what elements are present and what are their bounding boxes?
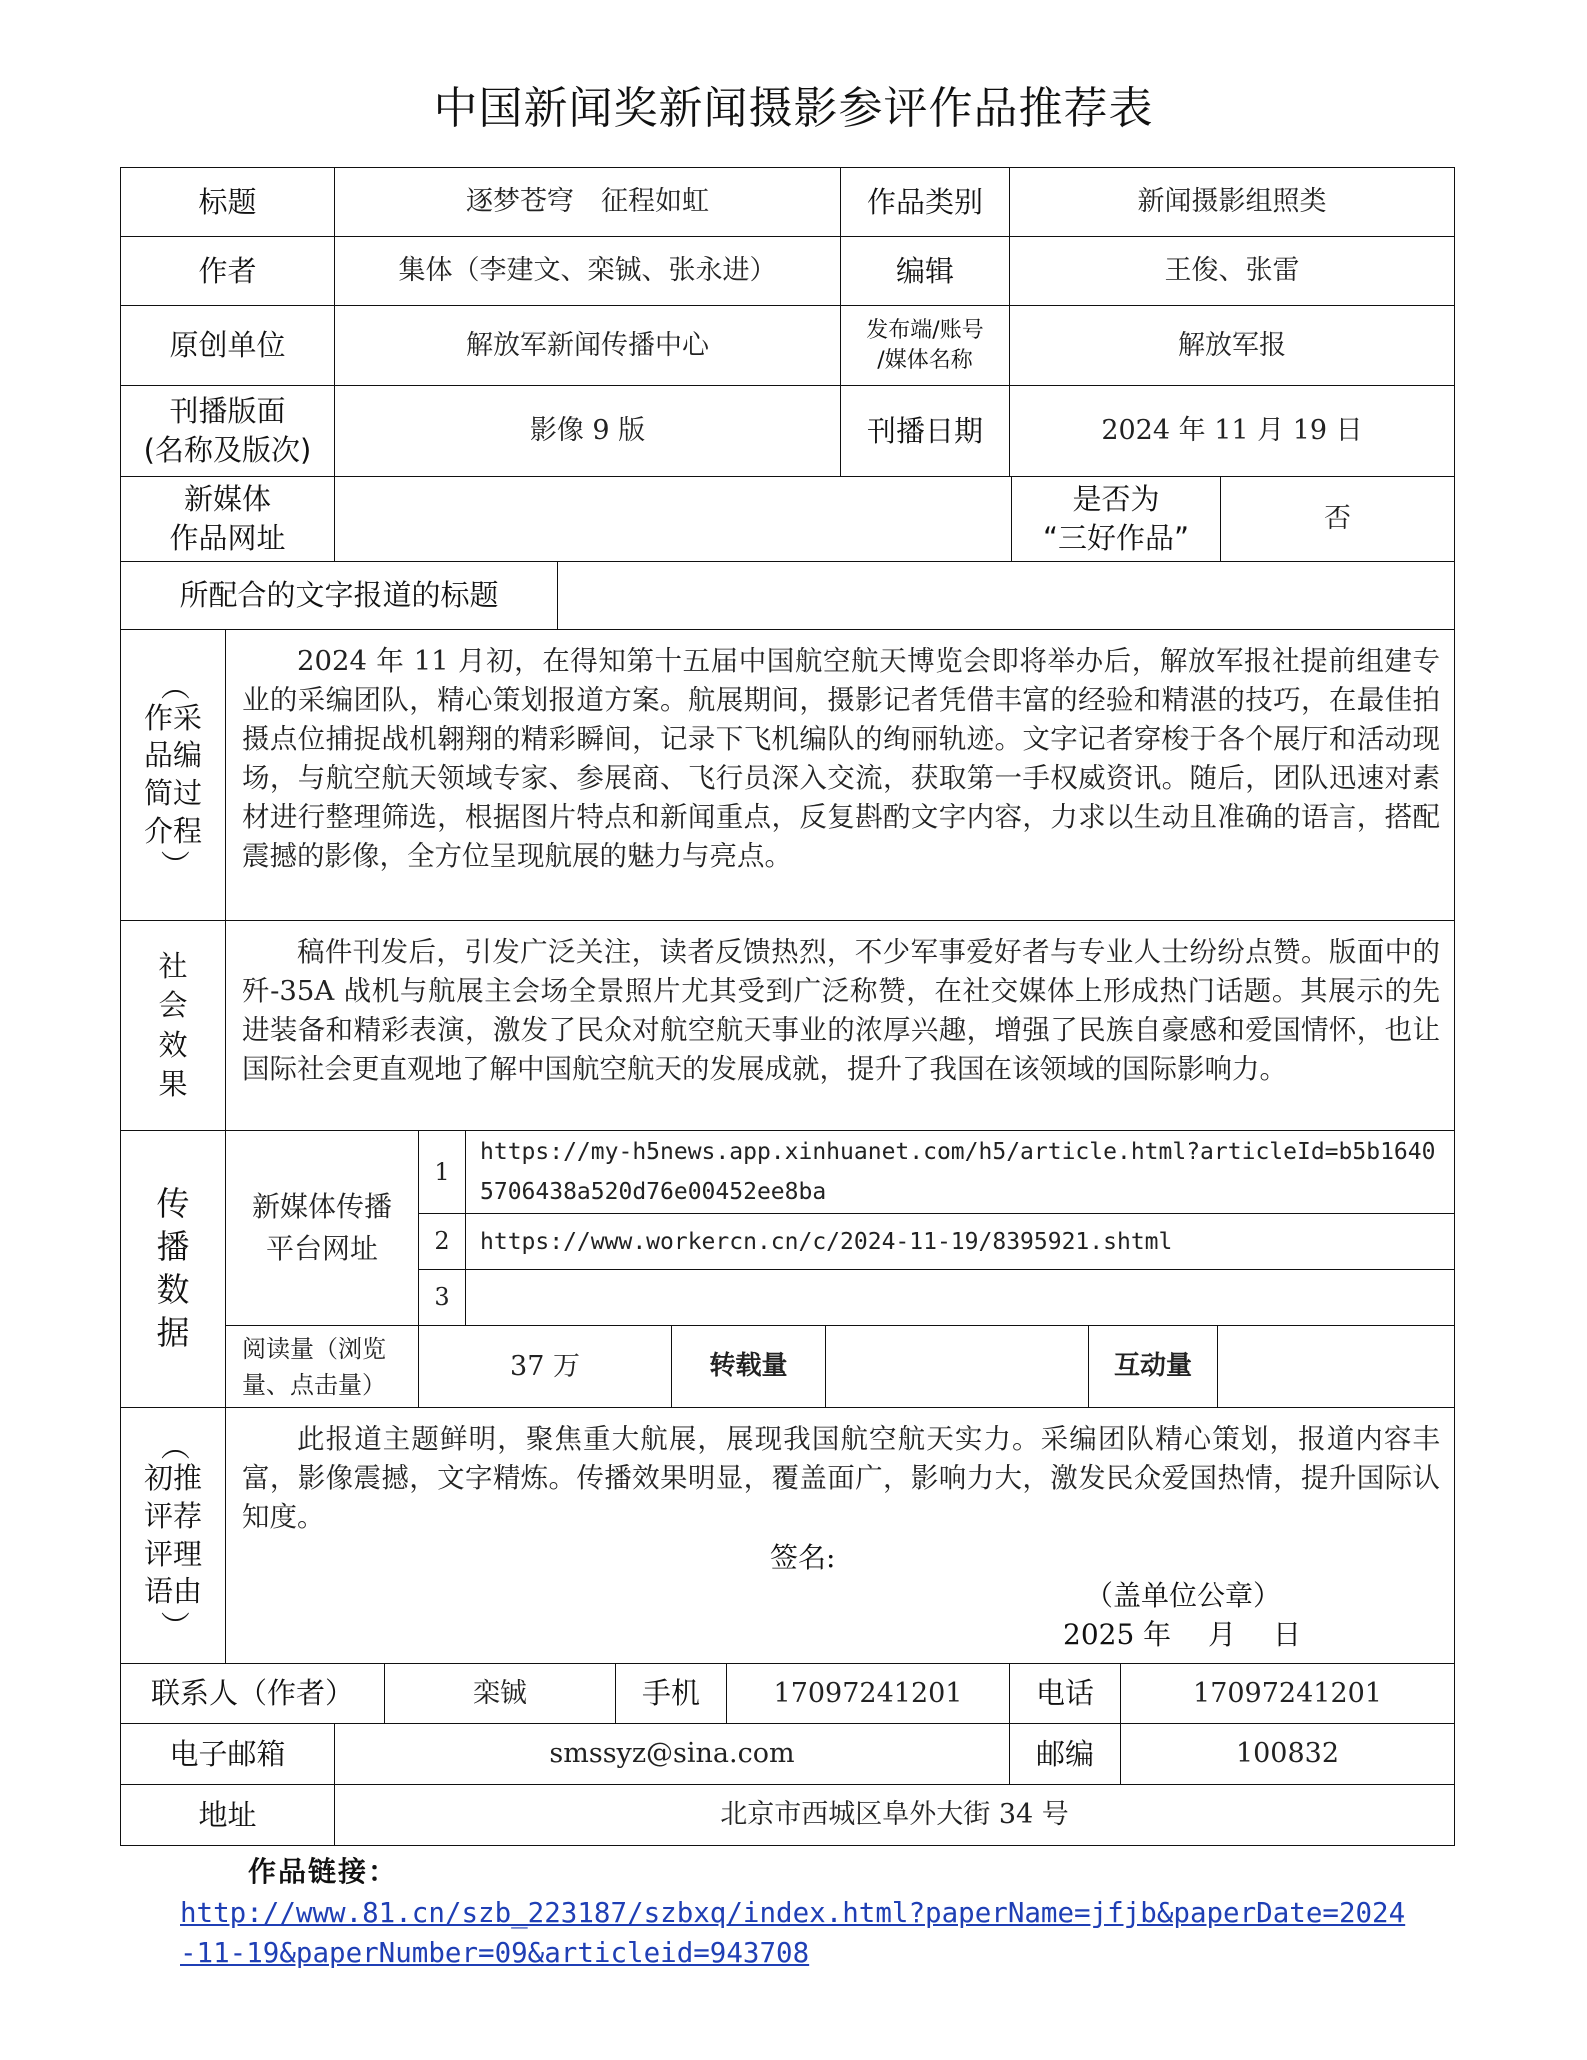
- effect-label-char: 果: [158, 1066, 188, 1101]
- page-label-line1: 刊播版面: [169, 393, 286, 428]
- phone-value: 17097241201: [1120, 1663, 1455, 1724]
- url-link-3[interactable]: [465, 1269, 1455, 1326]
- page-value: 影像 9 版: [334, 385, 841, 477]
- date-label: 刊播日期: [840, 385, 1010, 477]
- effect-label-char: 社: [158, 949, 188, 984]
- category-value: 新闻摄影组照类: [1009, 167, 1455, 237]
- text-title-value: [557, 561, 1455, 630]
- url-link-1[interactable]: https://my-h5news.app.xinhuanet.com/h5/article.html?articleId=b5b16405706438a520d76e00452ee8ba: [465, 1130, 1455, 1214]
- process-label-char: 作采: [143, 700, 202, 735]
- review-label-char: ）: [156, 1610, 191, 1640]
- url-index-2: 2: [418, 1213, 466, 1270]
- process-text-cell: [225, 629, 1455, 921]
- title-value: 逐梦苍穹 征程如虹: [334, 167, 841, 237]
- process-label-char: 品编: [143, 738, 202, 773]
- editor-label: 编辑: [840, 236, 1010, 306]
- spread-label: [120, 1130, 226, 1408]
- newmedia-label: [120, 476, 335, 562]
- mobile-value: 17097241201: [726, 1663, 1010, 1724]
- interact-label: 互动量: [1088, 1325, 1218, 1408]
- effect-text-cell: [225, 920, 1455, 1131]
- review-label-char: 初推: [143, 1461, 202, 1496]
- platform-label-line2: 平台网址: [265, 1232, 378, 1265]
- page-label: [120, 385, 335, 477]
- process-label-char: ）: [156, 850, 191, 880]
- reads-value: 37 万: [418, 1325, 672, 1408]
- process-label: [120, 629, 226, 921]
- spread-label-char: 据: [156, 1312, 190, 1352]
- zip-label: 邮编: [1009, 1723, 1121, 1785]
- author-value: 集体（李建文、栾铖、张永进）: [334, 236, 841, 306]
- spread-label-char: 数: [156, 1270, 190, 1309]
- review-date: 2025 年 月 日: [1063, 1618, 1301, 1651]
- unit-label: 原创单位: [120, 305, 335, 386]
- contact-label: 联系人（作者）: [120, 1663, 385, 1724]
- effect-label-char: 会: [158, 988, 188, 1023]
- text-title-label: 所配合的文字报道的标题: [120, 561, 558, 630]
- reads-label-line2: 量、点击量）: [242, 1370, 386, 1399]
- spread-label-char: 播: [156, 1227, 190, 1267]
- review-label-char: 语由: [143, 1574, 202, 1609]
- url-index-3: 3: [418, 1269, 466, 1326]
- mobile-label: 手机: [615, 1663, 727, 1724]
- interact-value: [1217, 1325, 1455, 1408]
- reads-label: [225, 1325, 419, 1408]
- platform-label: [225, 1130, 419, 1326]
- contact-value: 栾铖: [384, 1663, 616, 1724]
- sanhao-label-line1: 是否为: [1072, 481, 1160, 516]
- url-index-1: 1: [418, 1130, 466, 1214]
- url-link-2[interactable]: https://www.workercn.cn/c/2024-11-19/8395921.shtml: [465, 1213, 1455, 1270]
- category-label: 作品类别: [840, 167, 1010, 237]
- effect-text: 稿件刊发后，引发广泛关注，读者反馈热烈，不少军事爱好者与专业人士纷纷点赞。版面中的歼-35A 战机与航展主会场全景照片尤其受到广泛称赞，在社交媒体上形成热门话题。其展示的先进装备和精彩表演，激发了民众对航空航天事业的浓厚兴趣，增强了民族自豪感和爱国情怀，也让国际社会更直观地了解中国航空航天的发展成就，提升了我国在该领域的国际影响力。: [242, 936, 1440, 1085]
- work-link[interactable]: http://www.81.cn/szb_223187/szbxq/index.html?paperName=jfjb&paperDate=2024-11-19&paperNumber=09&articleid=943708: [180, 1897, 1406, 1969]
- unit-value: 解放军新闻传播中心: [334, 305, 841, 386]
- publisher-label: [840, 305, 1010, 386]
- address-value: 北京市西城区阜外大街 34 号: [334, 1784, 1455, 1846]
- sanhao-label-line2: “三好作品”: [1042, 521, 1190, 555]
- newmedia-label-line2: 作品网址: [169, 521, 286, 555]
- work-link-label: 作品链接：: [248, 1855, 399, 1888]
- review-label-char: （: [156, 1431, 191, 1461]
- process-label-char: 介程: [143, 813, 202, 848]
- review-label-char: 评荐: [143, 1498, 202, 1533]
- reposts-label: 转载量: [671, 1325, 826, 1408]
- review-text: 此报道主题鲜明，聚焦重大航展，展现我国航空航天实力。采编团队精心策划，报道内容丰富，影像震撼，文字精炼。传播效果明显，覆盖面广，影响力大，激发民众爱国热情，提升国际认知度。: [242, 1423, 1440, 1533]
- publisher-label-line2: /媒体名称: [877, 347, 973, 373]
- process-label-char: （: [156, 670, 191, 700]
- author-label: 作者: [120, 236, 335, 306]
- sign-label: 签名:: [770, 1541, 836, 1574]
- sanhao-label: [1011, 476, 1221, 562]
- platform-label-line1: 新媒体传播: [251, 1190, 392, 1223]
- address-label: 地址: [120, 1784, 335, 1846]
- email-label: 电子邮箱: [120, 1723, 335, 1785]
- date-value: 2024 年 11 月 19 日: [1009, 385, 1455, 477]
- email-value: smssyz@sina.com: [334, 1723, 1010, 1785]
- effect-label-char: 效: [158, 1027, 188, 1062]
- editor-value: 王俊、张雷: [1009, 236, 1455, 306]
- seal-note: （盖单位公章）: [1085, 1579, 1282, 1612]
- reads-label-line1: 阅读量（浏览: [242, 1334, 386, 1363]
- process-label-char: 简过: [143, 776, 202, 810]
- reposts-value: [825, 1325, 1089, 1408]
- form-title: 中国新闻奖新闻摄影参评作品推荐表: [433, 83, 1154, 134]
- newmedia-label-line1: 新媒体: [183, 481, 271, 516]
- process-text: 2024 年 11 月初，在得知第十五届中国航空航天博览会即将举办后，解放军报社提前组建专业的采编团队，精心策划报道方案。航展期间，摄影记者凭借丰富的经验和精湛的技巧，在最佳拍摄点位捕捉战机翱翔的精彩瞬间，记录下飞机编队的绚丽轨迹。文字记者穿梭于各个展厅和活动现场，与航空航天领域专家、参展商、飞行员深入交流，获取第一手权威资讯。随后，团队迅速对素材进行整理筛选，根据图片特点和新闻重点，反复斟酌文字内容，力求以生动且准确的语言，搭配震撼的影像，全方位呈现航展的魅力与亮点。: [242, 645, 1440, 872]
- page-label-line2: (名称及版次): [143, 433, 312, 467]
- zip-value: 100832: [1120, 1723, 1455, 1785]
- publisher-value: 解放军报: [1009, 305, 1455, 386]
- spread-label-char: 传: [156, 1184, 190, 1224]
- title-label: 标题: [120, 167, 335, 237]
- review-label: [120, 1407, 226, 1664]
- review-label-char: 评理: [143, 1536, 202, 1571]
- newmedia-value: [334, 476, 1012, 562]
- publisher-label-line1: 发布端/账号: [866, 317, 984, 343]
- sanhao-value: 否: [1220, 476, 1455, 562]
- effect-label: [120, 920, 226, 1131]
- phone-label: 电话: [1009, 1663, 1121, 1724]
